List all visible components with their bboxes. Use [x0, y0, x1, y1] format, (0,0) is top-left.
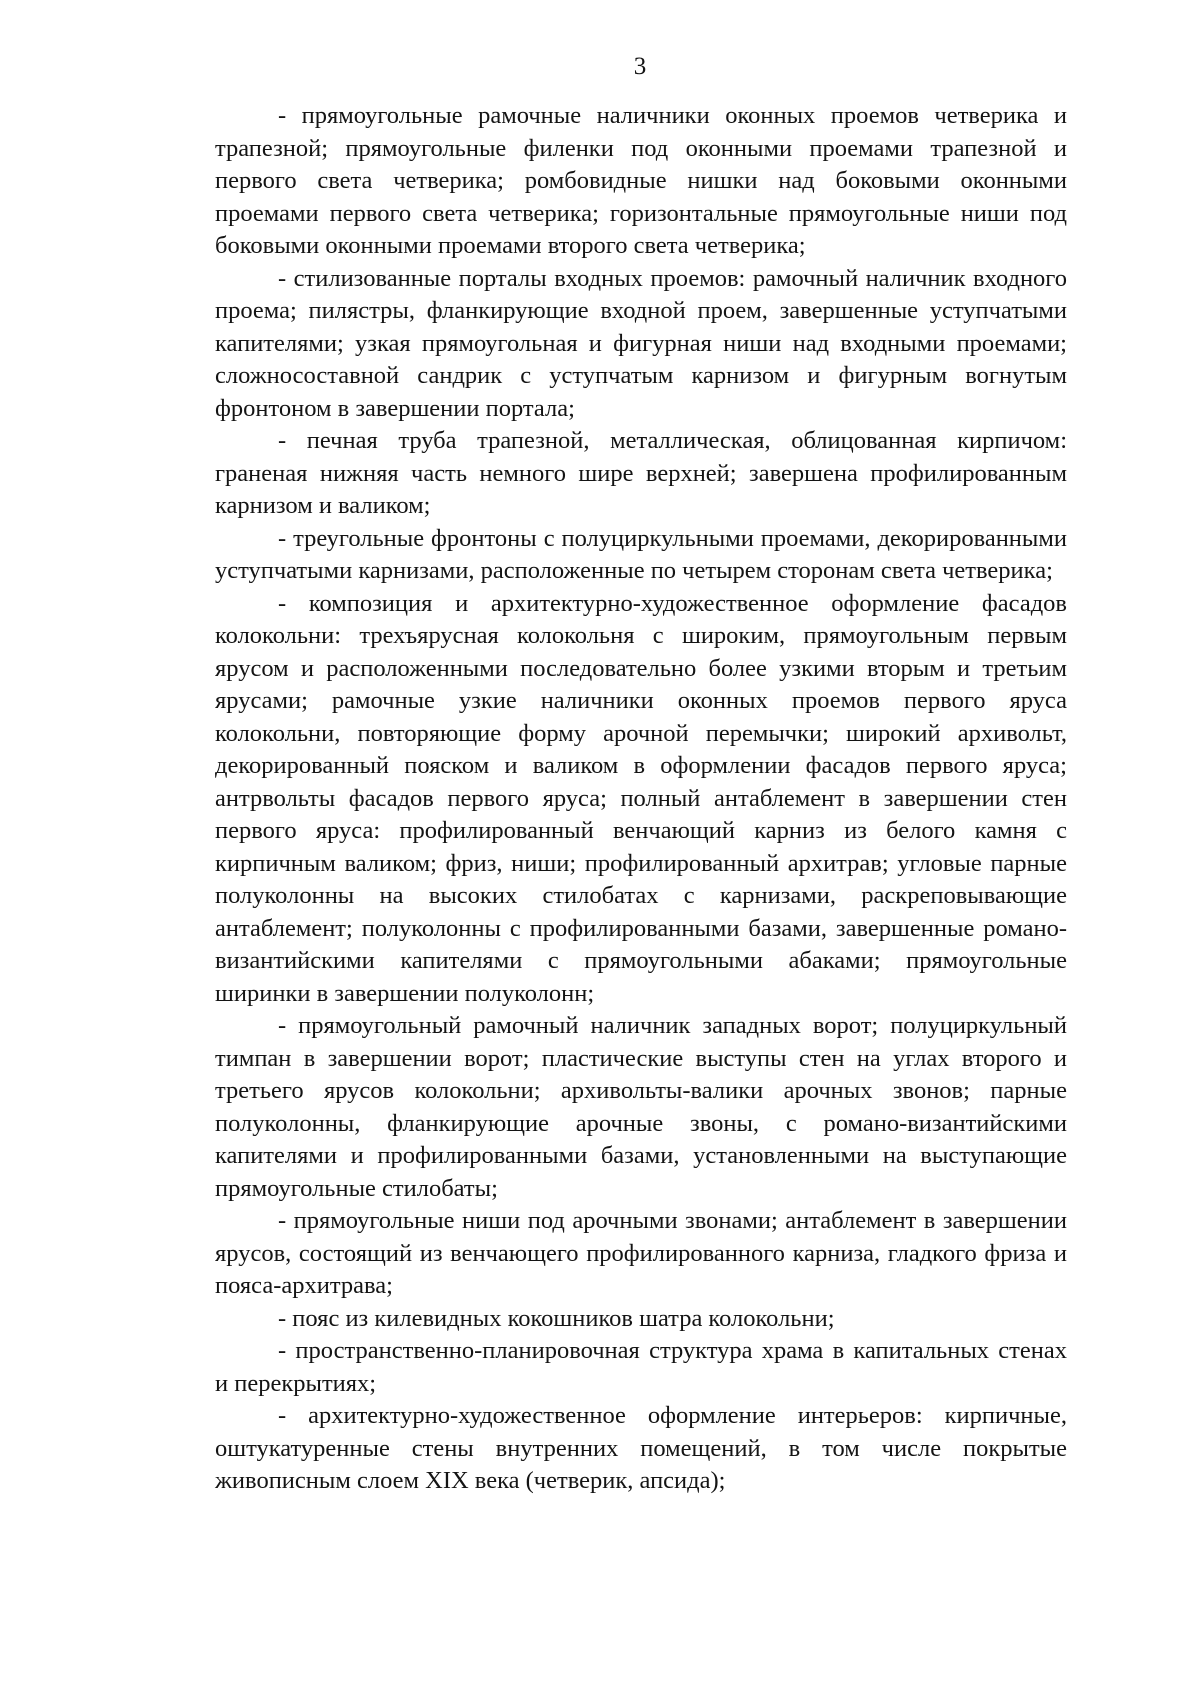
list-item: - пространственно-планировочная структура храма в капитальных стенах и перекрытиях;: [215, 1337, 1067, 1397]
list-item: - пояс из килевидных кокошников шатра колокольни;: [278, 1304, 835, 1332]
page-number: 3: [633, 53, 647, 80]
list-item: - прямоугольные ниши под арочными звонами; антаблемент в завершении ярусов, состоящий из венчающего профилированного карниза, гладкого фриза и пояса-архитрава;: [215, 1207, 1067, 1299]
list-item: - печная труба трапезной, металлическая, облицованная кирпичом: граненая нижняя часть немного шире верхней; завершена профилированным карнизом и валиком;: [215, 427, 1067, 519]
list-item: - треугольные фронтоны с полуциркульными проемами, декорированными уступчатыми карнизами, расположенные по четырем сторонам света четверика;: [215, 524, 1067, 584]
list-item: - прямоугольный рамочный наличник западных ворот; полуциркульный тимпан в завершении ворот; пластические выступы стен на углах второго и третьего ярусов колокольни; архивольты-валики арочных звонов; парные полуколонны, фланкирующие арочные звоны, с романо-византийскими капителями и профилированными базами, установленными на выступающие прямоугольные стилобаты;: [215, 1012, 1067, 1202]
list-item: - композиция и архитектурно-художественное оформление фасадов колокольни: трехъярусная колокольня с широким, прямоугольным первым ярусом и расположенными последовательно более узкими вторым и третьим ярусами; рамочные узкие наличники оконных проемов первого яруса колокольни, повторяющие форму арочной перемычки; широкий архивольт, декорированный пояском и валиком в оформлении фасадов первого яруса; антрвольты фасадов первого яруса; полный антаблемент в завершении стен первого яруса: профилированный венчающий карниз из белого камня с кирпичным валиком; фриз, ниши; профилированный архитрав; угловые парные полуколонны на высоких стилобатах с карнизами, раскреповывающие антаблемент; полуколонны с профилированными базами, завершенные романо-византийскими капителями с прямоугольными абаками; прямоугольные ширинки в завершении полуколонн;: [215, 589, 1067, 1007]
document-body: [215, 100, 1067, 1498]
list-item: - стилизованные порталы входных проемов: рамочный наличник входного проема; пилястры, фланкирующие входной проем, завершенные уступчатыми капителями; узкая прямоугольная и фигурная ниши над входными проемами; сложносоставной сандрик с уступчатым карнизом и фигурным вогнутым фронтоном в завершении портала;: [215, 264, 1067, 422]
list-item: - прямоугольные рамочные наличники оконных проемов четверика и трапезной; прямоугольные филенки под оконными проемами трапезной и первого света четверика; ромбовидные нишки над боковыми оконными проемами первого света четверика; горизонтальные прямоугольные ниши под боковыми оконными проемами второго света четверика;: [215, 102, 1067, 259]
list-item: - архитектурно-художественное оформление интерьеров: кирпичные, оштукатуренные стены внутренних помещений, в том числе покрытые живописным слоем XIX века (четверик, апсида);: [215, 1402, 1067, 1494]
